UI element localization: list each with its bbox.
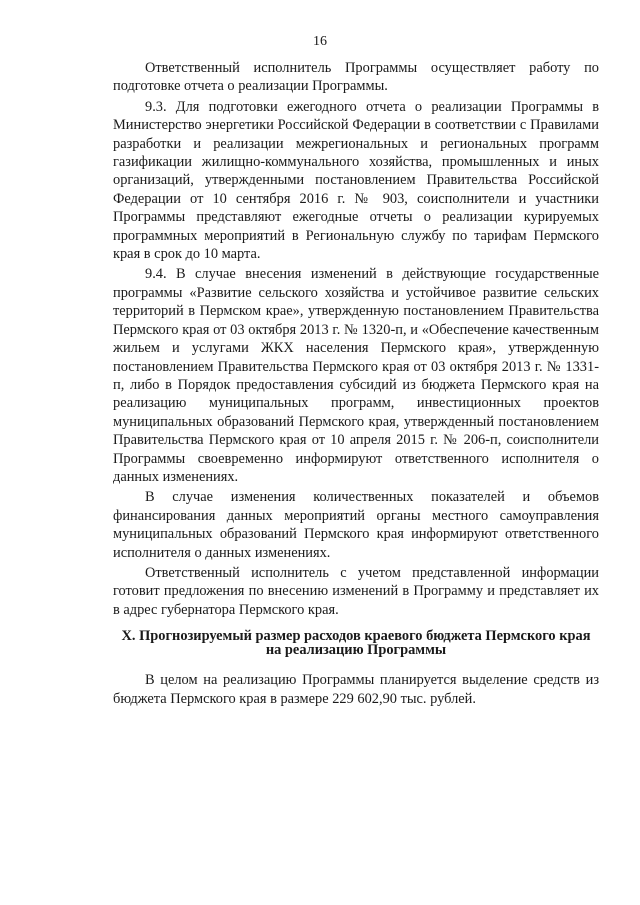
paragraph-9-3: 9.3. Для подготовки ежегодного отчета о реализации Программы в Министерство энергетики Российской Федерации в соответствии с Правилами разработки и реализации межрегиональных и региональных программ газификации жилищно-коммунального хозяйства, промышленных и иных организаций, утвержденными постановлением Правительства Российской Федерации от 10 сентября 2016 г. № 903, соисполнители и участники Программы представляют ежегодные отчеты о реализации курируемых программных мероприятий в Региональную службу по тарифам Пермского края в срок до 10 марта. [113, 98, 599, 263]
section-heading-line-1: X. Прогнозируемый размер расходов краевого бюджета Пермского края [121, 628, 591, 645]
section-heading-x [113, 629, 599, 657]
page-number: 16 [313, 34, 327, 49]
paragraph-budget-total: В целом на реализацию Программы планируется выделение средств из бюджета Пермского края в размере 229 602,90 тыс. рублей. [113, 672, 599, 707]
section-heading-line-2: на реализацию Программы [265, 642, 447, 659]
paragraph-9-4: 9.4. В случае внесения изменений в действующие государственные программы «Развитие сельского хозяйства и устойчивое развитие сельских территорий в Пермском крае», утвержденную постановлением Правительства Пермского края от 03 октября 2013 г. № 1320-п, и «Обеспечение качественным жильем и услугами ЖКХ населения Пермского края», утвержденную постановлением Правительства Пермского края от 03 октября 2013 г. № 1331-п, либо в Порядок предоставления субсидий из бюджета Пермского края на реализацию муниципальных программ, инвестиционных проектов муниципальных образований Пермского края, утвержденный постановлением Правительства Пермского края от 10 апреля 2015 г. № 206-п, соисполнители Программы своевременно информируют ответственного исполнителя о данных изменениях. [113, 266, 599, 485]
paragraph-proposals: Ответственный исполнитель с учетом представленной информации готовит предложения по внесению изменений в Программу и представляет их в адрес губернатора Пермского края. [113, 564, 599, 618]
paragraph-changes-in-indicators: В случае изменения количественных показателей и объемов финансирования данных мероприятий органы местного самоуправления муниципальных образований Пермского края информируют ответственного исполнителя о данных изменениях. [113, 489, 599, 561]
paragraph-responsible-executor: Ответственный исполнитель Программы осуществляет работу по подготовке отчета о реализации Программы. [113, 60, 599, 95]
document-body [113, 59, 599, 710]
